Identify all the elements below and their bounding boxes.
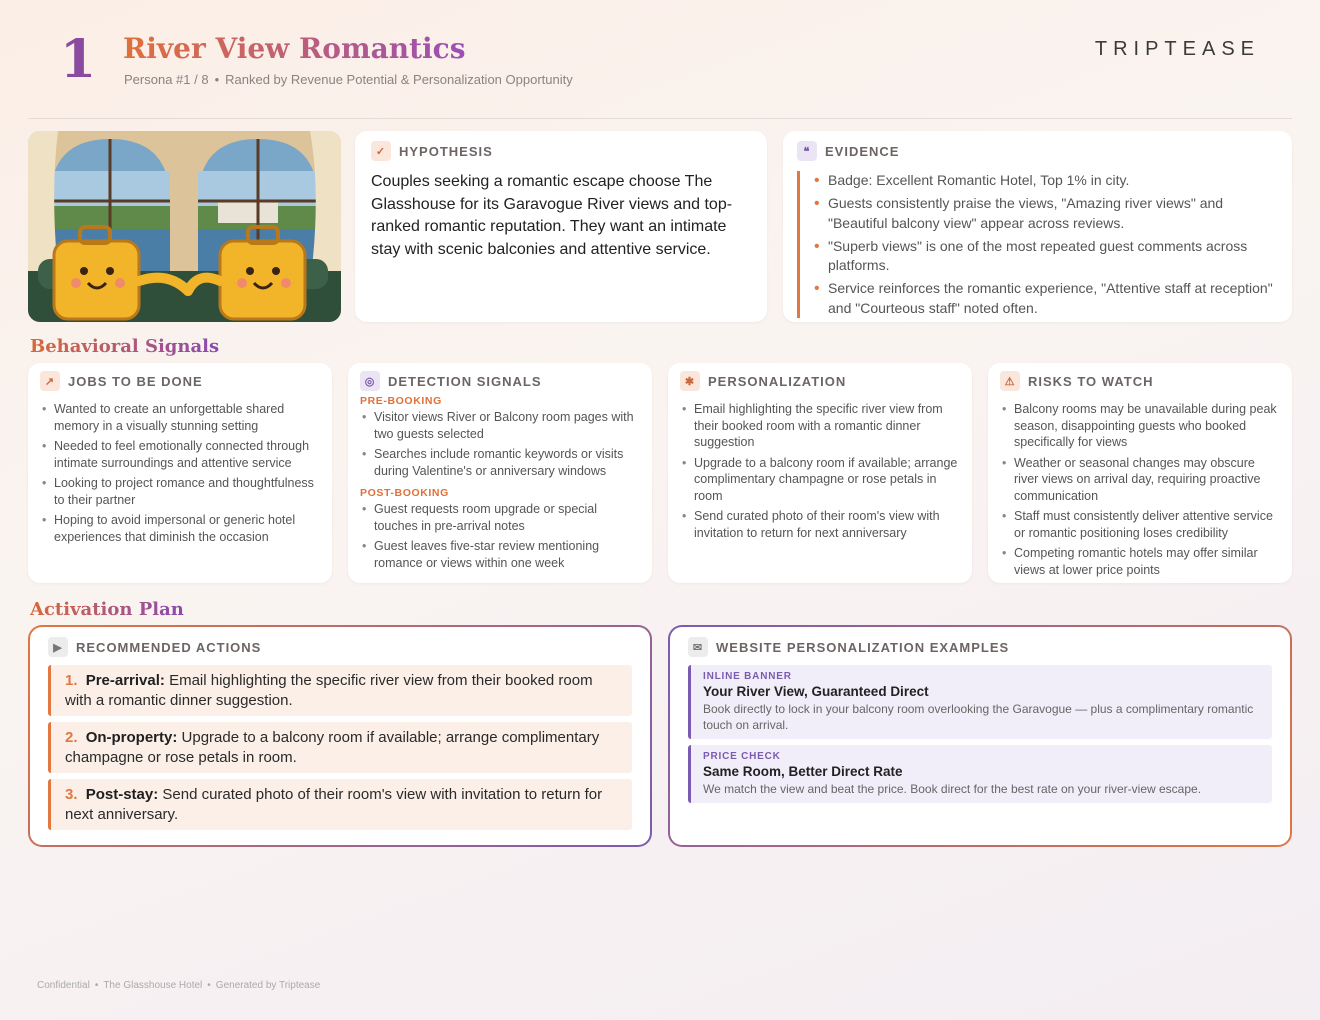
post-booking-list [360,501,640,571]
risks-card [988,363,1292,583]
jobs-item: • Wanted to create an unforgettable shared memory in a visually stunning setting [40,401,320,434]
warning-icon: ⚠ [1000,371,1020,391]
risks-item: • Staff must consistently deliver attentive service or romantic positioning loses credibility [1000,508,1280,541]
footer-hotel: The Glasshouse Hotel [103,980,203,991]
page-header [28,28,1292,119]
website-examples-list [688,665,1272,803]
pre-booking-item: • Searches include romantic keywords or visits during Valentine's or anniversary windows [360,446,640,479]
evidence-header [797,141,1278,161]
footer-confidential: Confidential [37,980,90,991]
action-label: Pre-arrival: [85,672,165,689]
jobs-item: • Hoping to avoid impersonal or generic hotel experiences that diminish the occasion [40,512,320,545]
personalization-card [668,363,972,583]
website-personalization-heading: WEBSITE PERSONALIZATION EXAMPLES [716,639,1010,655]
risks-list [1000,401,1280,578]
evidence-heading: EVIDENCE [825,143,900,159]
post-booking-item: • Guest requests room upgrade or special touches in pre-arrival notes [360,501,640,534]
target-icon: ◎ [360,371,380,391]
example-title: Your River View, Guaranteed Direct [703,684,929,699]
website-example [688,745,1272,803]
jobs-card [28,363,332,583]
action-item [48,722,632,773]
jobs-heading: JOBS TO BE DONE [68,373,203,389]
jobs-header [40,371,320,391]
personalization-item: • Email highlighting the specific river view from their booked room with a romantic dinner suggestion [680,401,960,451]
personalization-heading: PERSONALIZATION [708,373,847,389]
recommended-actions-list [48,665,632,830]
hypothesis-text: Couples seeking a romantic escape choose The Glasshouse for its Garavogue River views and top-ranked romantic reputation. They want an intimate stay with scenic balconies and attentive service. [371,173,733,258]
pre-booking-label: PRE-BOOKING [360,395,442,407]
website-example [688,665,1272,739]
pre-booking-list [360,409,640,479]
sparkle-icon: ✱ [680,371,700,391]
recommended-actions-header [48,637,632,657]
recommended-actions-card [28,625,652,847]
quote-icon: ❝ [797,141,817,161]
post-booking-item: • Guest leaves five-star review mentioning romance or views within one week [360,538,640,571]
action-label: On-property: [85,729,178,746]
hypothesis-heading: HYPOTHESIS [399,143,493,159]
website-personalization-card [668,625,1292,847]
action-text: Email highlighting the specific river view from their booked room with a romantic dinner suggestion. [65,672,593,709]
action-label: Post-stay: [85,786,159,803]
risks-header [1000,371,1280,391]
ranking-note: Ranked by Revenue Potential & Personalization Opportunity [225,72,573,87]
persona-rank-number: 1 [60,29,97,90]
action-item [48,665,632,716]
activation-plan-title: Activation Plan [30,599,184,620]
persona-index: Persona #1 / 8 [124,72,209,87]
hypothesis-card [355,131,767,322]
jobs-item: • Needed to feel emotionally connected through intimate surroundings and attentive service [40,438,320,471]
example-body: We match the view and beat the price. Book direct for the best rate on your river-view escape. [703,782,1202,796]
brand-logo: TRIPTEASE [1094,38,1260,60]
behavioral-signals-title: Behavioral Signals [30,336,220,357]
evidence-item: • "Superb views" is one of the most repeated guest comments across platforms. [814,237,1278,276]
checkmark-icon: ✓ [371,141,391,161]
pre-booking-item: • Visitor views River or Balcony room pages with two guests selected [360,409,640,442]
example-tag: PRICE CHECK [703,751,781,762]
evidence-item: • Guests consistently praise the views, "Amazing river views" and "Beautiful balcony view" appear across reviews. [814,194,1278,233]
personalization-item: • Send curated photo of their room's view with invitation to return for next anniversary [680,508,960,541]
action-number: 1. [65,672,78,689]
personalization-item: • Upgrade to a balcony room if available; arrange complimentary champagne or rose petals in room [680,455,960,505]
risks-item: • Competing romantic hotels may offer similar views at lower price points [1000,545,1280,578]
arrow-up-right-icon: ↗ [40,371,60,391]
play-icon: ▶ [48,637,68,657]
persona-illustration [28,131,341,322]
risks-item: • Balcony rooms may be unavailable during peak season, disappointing guests who booked specifically for views [1000,401,1280,451]
personalization-header [680,371,960,391]
jobs-list [40,401,320,545]
action-text: Send curated photo of their room's view with invitation to return for next anniversary. [65,786,603,823]
hypothesis-header [371,141,751,161]
evidence-list [797,171,1278,318]
footer-generated: Generated by Triptease [215,980,321,991]
persona-title: River View Romantics [123,32,466,65]
evidence-item: • Service reinforces the romantic experience, "Attentive staff at reception" and "Courteous staff" noted often. [814,279,1278,318]
post-booking-label: POST-BOOKING [360,487,449,499]
detection-card [348,363,652,583]
envelope-icon: ✉ [688,637,708,657]
action-number: 3. [65,786,78,803]
recommended-actions-heading: RECOMMENDED ACTIONS [76,639,262,655]
action-text: Upgrade to a balcony room if available; arrange complimentary champagne or rose petals in room. [65,729,600,766]
action-number: 2. [65,729,78,746]
example-title: Same Room, Better Direct Rate [703,764,903,779]
example-body: Book directly to lock in your balcony room overlooking the Garavogue — plus a complimentary romantic touch on arrival. [703,702,1254,732]
persona-subtitle: Persona #1 / 8 • Ranked by Revenue Potential & Personalization Opportunity [124,72,573,87]
evidence-card [783,131,1292,322]
risks-heading: RISKS TO WATCH [1028,373,1154,389]
detection-heading: DETECTION SIGNALS [388,373,542,389]
website-personalization-header [688,637,1272,657]
action-item [48,779,632,830]
jobs-item: • Looking to project romance and thoughtfulness to their partner [40,475,320,508]
risks-item: • Weather or seasonal changes may obscure river views on arrival day, requiring proactive communication [1000,455,1280,505]
detection-header [360,371,640,391]
example-tag: INLINE BANNER [703,671,792,682]
evidence-item: • Badge: Excellent Romantic Hotel, Top 1% in city. [814,171,1278,191]
page-footer: Confidential • The Glasshouse Hotel • Generated by Triptease [37,980,321,991]
personalization-list [680,401,960,541]
